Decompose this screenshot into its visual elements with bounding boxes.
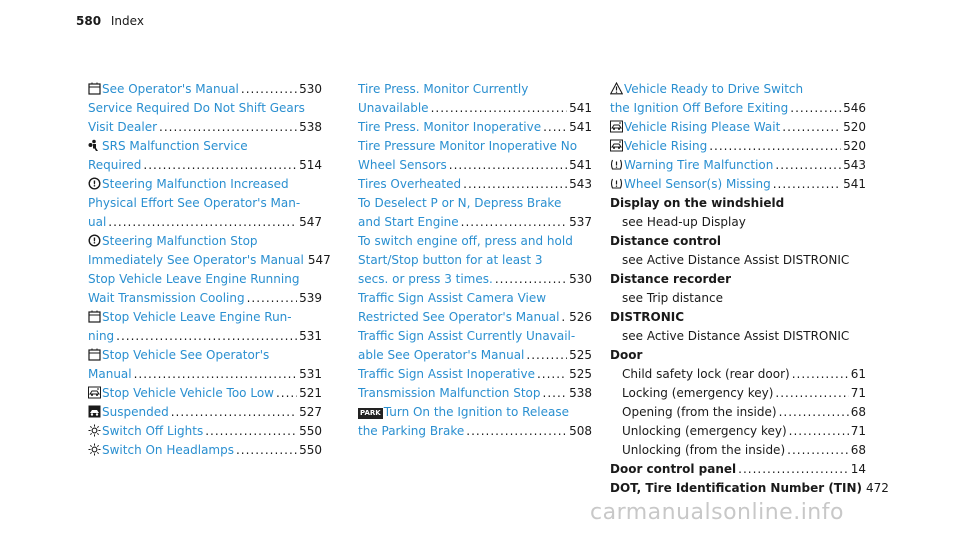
- sub-entry[interactable]: [610, 384, 866, 403]
- leader-dots: [171, 403, 297, 422]
- page-ref[interactable]: 521: [299, 386, 322, 400]
- page-ref[interactable]: 531: [299, 329, 322, 343]
- index-entry[interactable]: [88, 422, 322, 441]
- leader-dots: [738, 460, 849, 479]
- entry-text[interactable]: Vehicle Rising Please Wait: [624, 120, 781, 134]
- entry-text[interactable]: Visit Dealer: [88, 120, 158, 134]
- entry-text[interactable]: Service Required Do Not Shift Gears: [88, 101, 305, 115]
- index-entry[interactable]: [358, 403, 592, 441]
- page-ref[interactable]: 541: [569, 158, 592, 172]
- entry-text[interactable]: secs. or press 3 times.: [358, 272, 493, 286]
- page-title: Index: [110, 14, 144, 28]
- warning-triangle-box-icon: [88, 348, 101, 361]
- triangle-warning-icon: [610, 82, 623, 95]
- leader-dots: [775, 156, 841, 175]
- entry-text[interactable]: Turn On the Ignition to Release: [383, 405, 570, 419]
- page-ref[interactable]: 550: [299, 424, 322, 438]
- index-term: [610, 232, 866, 270]
- sub-entry-text: Locking (emergency key): [622, 386, 774, 400]
- index-entry[interactable]: [358, 384, 592, 403]
- leader-dots: [709, 137, 841, 156]
- index-entry[interactable]: [610, 118, 866, 137]
- entry-text[interactable]: Tires Overheated: [358, 177, 462, 191]
- index-column-1: [88, 80, 331, 460]
- entry-text[interactable]: ning: [88, 329, 115, 343]
- entry-text[interactable]: Traffic Sign Assist Inoperative: [358, 367, 535, 381]
- index-entry[interactable]: [358, 365, 592, 384]
- leader-dots: [495, 270, 567, 289]
- leader-dots: [779, 403, 849, 422]
- entry-text[interactable]: Wait Transmission Cooling: [88, 291, 245, 305]
- page-ref[interactable]: 71: [850, 424, 866, 438]
- entry-text[interactable]: Transmission Malfunction Stop: [358, 386, 541, 400]
- sub-entry-text: Unlocking (from the inside): [622, 443, 786, 457]
- light-icon: [88, 424, 101, 437]
- page-ref[interactable]: 520: [843, 139, 866, 153]
- index-term: [610, 479, 889, 498]
- page-ref[interactable]: 525: [569, 367, 592, 381]
- entry-text[interactable]: Stop Vehicle Vehicle Too Low: [102, 386, 274, 400]
- entry-text[interactable]: Stop Vehicle Leave Engine Running: [88, 272, 300, 286]
- leader-dots: [463, 175, 567, 194]
- index-column-3: [610, 80, 889, 498]
- entry-text[interactable]: the Parking Brake: [358, 424, 465, 438]
- entry-text[interactable]: Unavailable: [358, 101, 429, 115]
- page-ref[interactable]: 526: [569, 310, 592, 324]
- entry-text[interactable]: Traffic Sign Assist Currently Unavail-: [358, 329, 576, 343]
- entry-text[interactable]: able See Operator's Manual: [358, 348, 525, 362]
- entry-text[interactable]: Vehicle Ready to Drive Switch: [624, 82, 804, 96]
- vehicle-level-icon: [610, 120, 623, 133]
- index-entry[interactable]: [88, 80, 322, 99]
- page-number: 580: [76, 14, 102, 28]
- entry-text[interactable]: Start/Stop button for at least 3: [358, 253, 543, 267]
- entry-text[interactable]: Restricted See Operator's Manual: [358, 310, 560, 324]
- page-ref[interactable]: 537: [569, 215, 592, 229]
- entry-text[interactable]: Stop Vehicle See Operator's: [102, 348, 270, 362]
- leader-dots: [537, 365, 567, 384]
- leader-dots: [561, 308, 567, 327]
- page-ref[interactable]: 520: [843, 120, 866, 134]
- srs-airbag-icon: [88, 139, 101, 152]
- index-entry[interactable]: [358, 118, 592, 137]
- steering-wheel-warning-icon: [88, 177, 101, 190]
- page-ref[interactable]: 68: [850, 443, 866, 457]
- tire-pressure-icon: [610, 177, 623, 190]
- term-heading: Door control panel: [610, 462, 737, 476]
- vehicle-level-icon: [88, 386, 101, 399]
- index-entry[interactable]: [88, 308, 322, 346]
- index-term: [610, 460, 866, 479]
- entry-text[interactable]: Suspended: [102, 405, 169, 419]
- page-ref[interactable]: 525: [569, 348, 592, 362]
- sub-entry[interactable]: [610, 403, 866, 422]
- index-entry[interactable]: [88, 137, 322, 175]
- entry-text[interactable]: Steering Malfunction Stop: [102, 234, 258, 248]
- index-entry[interactable]: [358, 289, 592, 327]
- leader-dots: [775, 384, 848, 403]
- entry-text[interactable]: Physical Effort See Operator's Man-: [88, 196, 301, 210]
- index-entry[interactable]: [358, 80, 592, 118]
- leader-dots: [543, 118, 567, 137]
- term-heading: DISTRONIC: [610, 310, 685, 324]
- page-ref[interactable]: 543: [843, 158, 866, 172]
- leader-dots: [159, 118, 297, 137]
- term-heading: DOT, Tire Identification Number (TIN): [610, 481, 862, 495]
- index-entry[interactable]: [358, 327, 592, 365]
- entry-text[interactable]: See Operator's Manual: [102, 82, 239, 96]
- sub-entry[interactable]: [610, 422, 866, 441]
- entry-text[interactable]: the Ignition Off Before Exiting: [610, 101, 789, 115]
- entry-text[interactable]: and Start Engine: [358, 215, 459, 229]
- leader-dots: [790, 99, 841, 118]
- index-entry[interactable]: [88, 441, 322, 460]
- page-ref[interactable]: 61: [850, 367, 866, 381]
- entry-text[interactable]: Immediately See Operator's Manual: [88, 253, 304, 267]
- page-ref[interactable]: 527: [299, 405, 322, 419]
- leader-dots: [205, 422, 297, 441]
- page-ref[interactable]: 541: [569, 120, 592, 134]
- entry-text[interactable]: Tire Press. Monitor Inoperative: [358, 120, 542, 134]
- see-reference[interactable]: see Active Distance Assist DISTRONIC: [622, 253, 850, 267]
- entry-text[interactable]: ual: [88, 215, 107, 229]
- page-ref[interactable]: 547: [299, 215, 322, 229]
- suspension-icon: [88, 405, 101, 418]
- index-entry[interactable]: [88, 346, 322, 384]
- page-ref[interactable]: 541: [569, 101, 592, 115]
- page-header: [76, 14, 144, 28]
- leader-dots: [143, 156, 297, 175]
- term-heading: Display on the windshield: [610, 196, 785, 210]
- leader-dots: [134, 365, 297, 384]
- term-heading: Distance control: [610, 234, 721, 248]
- index-entry[interactable]: [358, 175, 592, 194]
- index-term: [610, 270, 866, 308]
- leader-dots: [247, 289, 298, 308]
- index-entry[interactable]: [358, 194, 592, 232]
- entry-text[interactable]: Wheel Sensor(s) Missing: [624, 177, 771, 191]
- leader-dots: [787, 441, 849, 460]
- index-term: [610, 308, 866, 346]
- sub-entry-text: Opening (from the inside): [622, 405, 777, 419]
- entry-text[interactable]: Switch Off Lights: [102, 424, 204, 438]
- page-ref[interactable]: 541: [843, 177, 866, 191]
- page-ref[interactable]: 514: [299, 158, 322, 172]
- warning-triangle-box-icon: [88, 82, 101, 95]
- entry-text[interactable]: Required: [88, 158, 142, 172]
- entry-text[interactable]: Wheel Sensors: [358, 158, 447, 172]
- sub-entry-text: Child safety lock (rear door): [622, 367, 790, 381]
- page-ref[interactable]: 508: [569, 424, 592, 438]
- leader-dots: [449, 156, 567, 175]
- tire-pressure-icon: [610, 158, 623, 171]
- page-ref[interactable]: 547: [307, 253, 331, 267]
- index-entry[interactable]: [610, 175, 866, 194]
- page-ref[interactable]: 538: [569, 386, 592, 400]
- entry-text[interactable]: Tire Pressure Monitor Inoperative No: [358, 139, 578, 153]
- leader-dots: [461, 213, 567, 232]
- entry-text[interactable]: Switch On Headlamps: [102, 443, 234, 457]
- page-ref[interactable]: 68: [850, 405, 866, 419]
- index-term: [610, 194, 866, 232]
- index-entry[interactable]: [88, 270, 322, 308]
- leader-dots: [543, 384, 568, 403]
- leader-dots: [782, 118, 841, 137]
- index-term: [610, 346, 866, 460]
- index-entry[interactable]: [88, 232, 331, 270]
- index-entry[interactable]: [88, 403, 322, 422]
- light-icon: [88, 443, 101, 456]
- index-entry[interactable]: [88, 384, 322, 403]
- park-icon: PARK: [360, 409, 381, 417]
- page-ref[interactable]: 530: [569, 272, 592, 286]
- index-entry[interactable]: [358, 232, 592, 289]
- term-heading: Door: [610, 348, 643, 362]
- leader-dots: [431, 99, 568, 118]
- entry-text[interactable]: To Deselect P or N, Depress Brake: [358, 196, 562, 210]
- page-ref[interactable]: 531: [299, 367, 322, 381]
- entry-text[interactable]: Warning Tire Malfunction: [624, 158, 774, 172]
- sub-entry-text: Unlocking (emergency key): [622, 424, 787, 438]
- entry-text[interactable]: To switch engine off, press and hold: [358, 234, 573, 248]
- see-reference[interactable]: see Head-up Display: [622, 215, 746, 229]
- leader-dots: [236, 441, 297, 460]
- watermark: carmanualsonline.info: [590, 500, 844, 525]
- page-ref[interactable]: 472: [866, 481, 889, 495]
- index-entry[interactable]: [610, 137, 866, 156]
- entry-text[interactable]: Steering Malfunction Increased: [102, 177, 289, 191]
- leader-dots: [526, 346, 567, 365]
- leader-dots: [792, 365, 849, 384]
- warning-triangle-box-icon: [88, 310, 101, 323]
- page-ref[interactable]: 539: [299, 291, 322, 305]
- vehicle-level-icon: [610, 139, 623, 152]
- entry-text[interactable]: Tire Press. Monitor Currently: [358, 82, 529, 96]
- page-ref[interactable]: 546: [843, 101, 866, 115]
- term-heading: Distance recorder: [610, 272, 732, 286]
- svg-text:!: !: [92, 236, 97, 246]
- leader-dots: [276, 384, 297, 403]
- entry-text[interactable]: Vehicle Rising: [624, 139, 708, 153]
- leader-dots: [116, 327, 297, 346]
- entry-text[interactable]: Stop Vehicle Leave Engine Run-: [102, 310, 292, 324]
- leader-dots: [108, 213, 297, 232]
- page-ref[interactable]: 538: [299, 120, 322, 134]
- see-reference[interactable]: see Active Distance Assist DISTRONIC: [622, 329, 850, 343]
- entry-text[interactable]: Manual: [88, 367, 132, 381]
- index-entry[interactable]: [610, 156, 866, 175]
- sub-entry[interactable]: [610, 365, 866, 384]
- page-ref[interactable]: 71: [850, 386, 866, 400]
- entry-text[interactable]: Traffic Sign Assist Camera View: [358, 291, 547, 305]
- index-entry[interactable]: [610, 80, 866, 118]
- index-entry[interactable]: [358, 137, 592, 175]
- page-ref[interactable]: 14: [850, 462, 866, 476]
- index-entry[interactable]: [88, 99, 322, 137]
- page-ref[interactable]: 550: [299, 443, 322, 457]
- page-ref[interactable]: 543: [569, 177, 592, 191]
- leader-dots: [241, 80, 297, 99]
- index-column-2: [358, 80, 592, 441]
- leader-dots: [466, 422, 567, 441]
- steering-wheel-warning-icon: [88, 234, 101, 247]
- entry-text[interactable]: SRS Malfunction Service: [102, 139, 248, 153]
- svg-text:!: !: [92, 179, 97, 189]
- page-ref[interactable]: 530: [299, 82, 322, 96]
- index-entry[interactable]: [88, 175, 322, 232]
- sub-entry[interactable]: [610, 441, 866, 460]
- leader-dots: [773, 175, 841, 194]
- leader-dots: [789, 422, 849, 441]
- see-reference[interactable]: see Trip distance: [622, 291, 723, 305]
